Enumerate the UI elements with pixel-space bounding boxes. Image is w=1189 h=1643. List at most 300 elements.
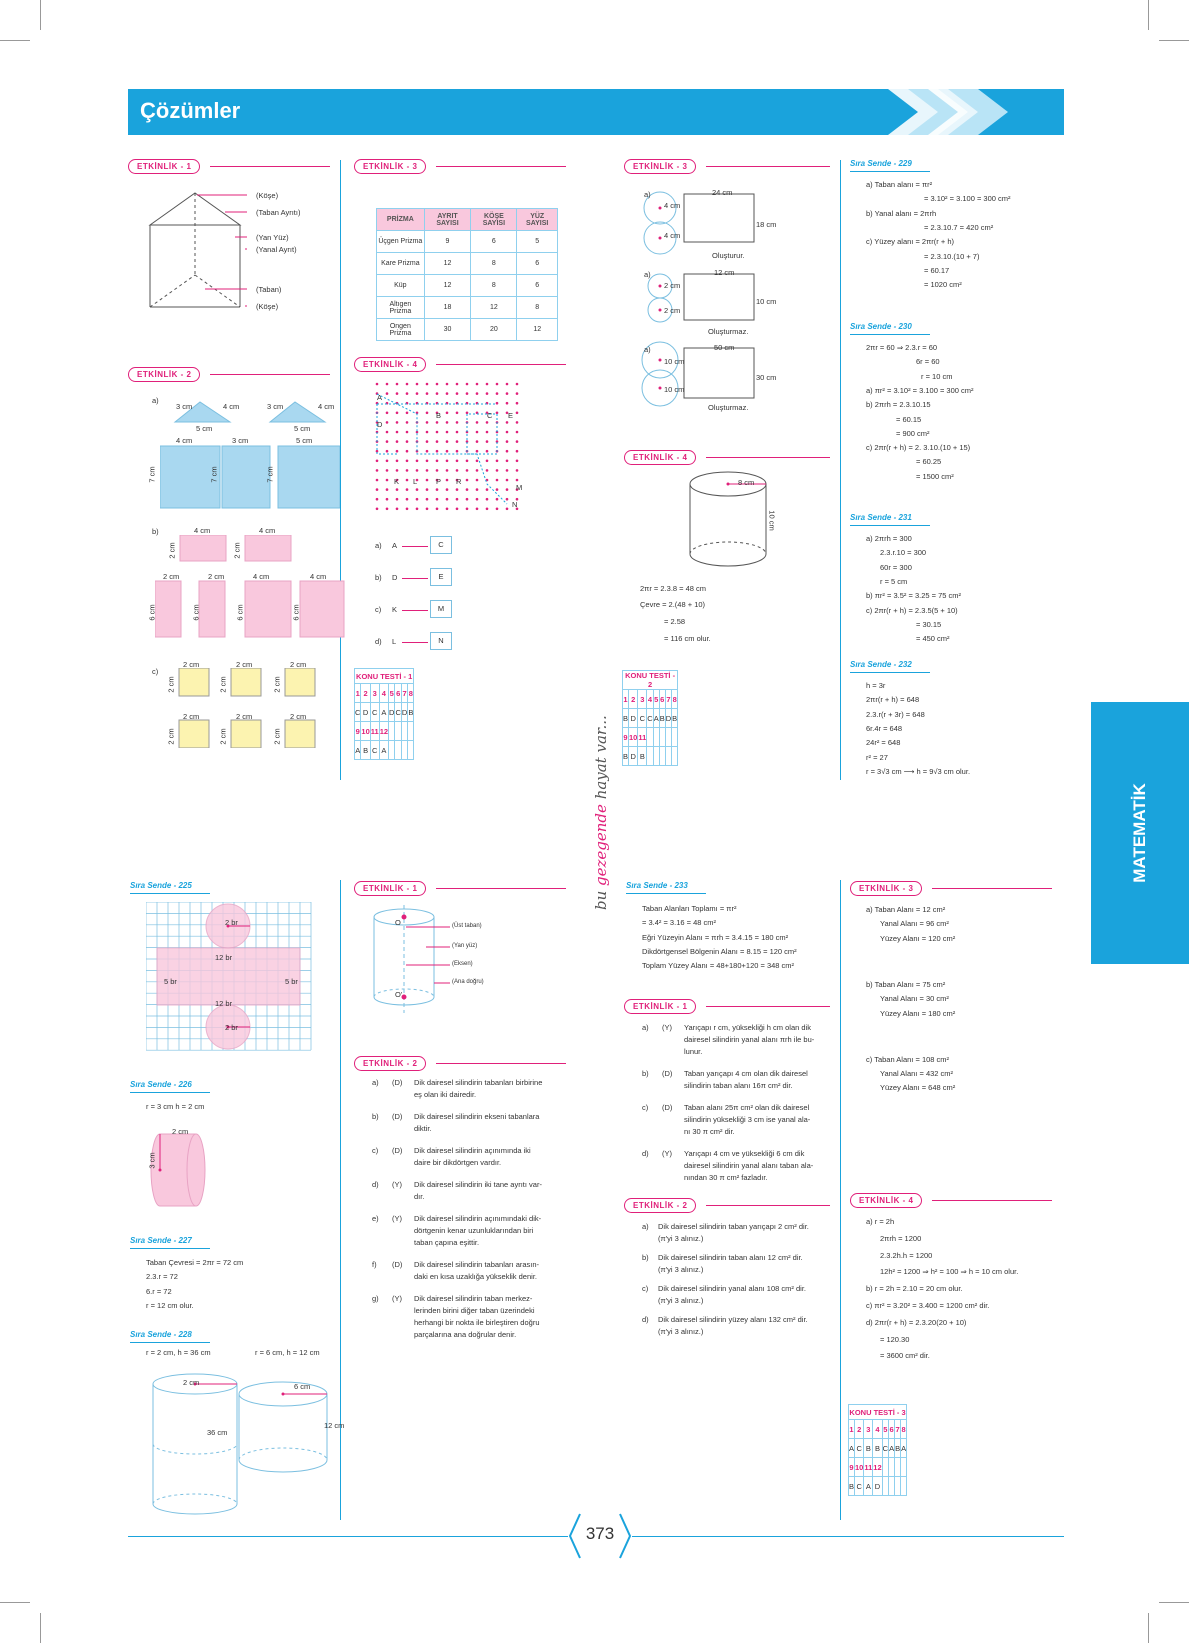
title-underline <box>850 334 930 335</box>
solution-line: b) 2πrh = 2.3.10.15 <box>866 400 931 410</box>
solution-line: 6r.4r = 648 <box>866 723 903 733</box>
item-label: d) <box>642 1315 649 1324</box>
dot-grid-diagram <box>373 380 533 520</box>
tag-underline <box>706 166 830 167</box>
item-label: g) <box>372 1294 379 1303</box>
crop-mark <box>40 1613 41 1643</box>
solution-line: = 3600 cm² dir. <box>880 1351 930 1361</box>
etkinlik-1c-tag: ETKİNLİK - 1 <box>354 881 426 896</box>
answer-text: Yarıçapı r cm, yüksekliği h cm olan dik <box>684 1023 811 1032</box>
dim-label: 2 cm <box>183 1378 200 1387</box>
tag-underline <box>210 374 330 375</box>
dim-label: 5 cm <box>296 436 313 445</box>
item-label: a) <box>152 396 159 405</box>
column-divider <box>840 880 841 1520</box>
item-label: d) <box>642 1149 649 1158</box>
dim-label: 2 cm <box>167 542 177 559</box>
match-source: L <box>392 637 397 646</box>
crop-mark <box>1148 0 1149 30</box>
etkinlik-2d-tag: ETKİNLİK - 2 <box>624 1198 696 1213</box>
etkinlik-3-tag: ETKİNLİK - 3 <box>354 159 426 174</box>
dim-label: 7 cm <box>265 466 275 483</box>
solution-line: r = 5 cm <box>880 576 908 586</box>
solution-line: = 2.58 <box>664 617 686 626</box>
grid-label: A <box>377 393 383 402</box>
etkinlik-4-tag: ETKİNLİK - 4 <box>354 357 426 372</box>
dim-label: 4 cm <box>253 572 270 581</box>
solution-line: 2πrh = 1200 <box>880 1233 922 1243</box>
dim-label: 2 cm <box>236 712 253 721</box>
tag-underline <box>932 1200 1052 1201</box>
grid-label: R <box>456 477 462 486</box>
answer-mark: (D) <box>662 1069 673 1078</box>
dim-label: 2 cm <box>236 660 253 669</box>
answer-text: taban çapına eşittir. <box>414 1238 480 1247</box>
answer-key-table: KONU TESTİ - 2 1 2 3 4 5 6 7 8 B D C C A B D B 9 10 11 B D B <box>622 670 678 766</box>
dim-label: Oluşturmaz. <box>708 403 749 412</box>
etkinlik-2c-tag: ETKİNLİK - 2 <box>354 1056 426 1071</box>
answer-text: Dik dairesel silindirin ekseni tabanlara <box>414 1112 540 1121</box>
title-underline <box>850 171 930 172</box>
dim-label: 4 cm <box>194 526 211 535</box>
tag-underline <box>436 364 566 365</box>
solution-line: c) 2πr(r + h) = 2. 3.10.(10 + 15) <box>866 443 971 453</box>
cylinder-diagram <box>688 470 773 570</box>
answer-text: Dik dairesel silindirin açınımında iki <box>414 1146 531 1155</box>
dim-label: 6 cm <box>235 604 245 621</box>
match-arrow <box>402 610 428 611</box>
tag-underline <box>932 888 1052 889</box>
dim-label: 7 cm <box>209 466 219 483</box>
answer-mark: (D) <box>392 1112 403 1121</box>
subject-label: MATEMATİK <box>1130 783 1149 883</box>
dim-label: 10 cm <box>664 357 685 366</box>
dim-label: 2 br <box>225 918 238 927</box>
answer-text: lunur. <box>684 1047 703 1056</box>
footer-line <box>632 1536 1064 1537</box>
sira-sende-230-title: Sıra Sende - 230 <box>850 322 912 331</box>
item-label: b) <box>152 527 159 536</box>
answer-text: eş olan iki dairedir. <box>414 1090 477 1099</box>
grid-label: P <box>436 477 442 486</box>
item-label: c) <box>642 1284 649 1293</box>
item-label: d) <box>372 1180 379 1189</box>
tag-underline <box>436 166 566 167</box>
solution-line: a) 2πrh = 300 <box>866 534 912 543</box>
answer-text: Yarıçapı 4 cm ve yüksekliği 6 cm dik <box>684 1149 805 1158</box>
solution-line: b) Taban Alanı = 75 cm² <box>866 979 946 989</box>
answer-key-table: KONU TESTİ - 1 1 2 3 4 5 6 7 8 C D C A D C D B 9 10 11 12 A B C A <box>354 668 414 760</box>
dim-label: 2 cm <box>208 572 225 581</box>
crop-mark <box>1159 40 1189 41</box>
solution-line: Eğri Yüzeyin Alanı = πrh = 3.4.15 = 180 cm² <box>642 932 789 942</box>
answer-mark: (Y) <box>392 1294 402 1303</box>
sira-sende-227-title: Sıra Sende - 227 <box>130 1236 192 1245</box>
dim-label: Oluşturmaz. <box>708 327 749 336</box>
answer-text: silindirin yüksekliği 3 cm ise yanal ala- <box>684 1115 811 1124</box>
tag-underline <box>436 1063 566 1064</box>
dim-label: 7 cm <box>147 466 157 483</box>
solution-line: = 2.3.10.7 = 420 cm² <box>924 222 994 232</box>
prism-label: (Köşe) <box>256 302 279 311</box>
solution-line: 12h² = 1200 ⇒ h² = 100 ⇒ h = 10 cm olur. <box>880 1267 1019 1277</box>
solution-line: Yanal Alanı = 30 cm² <box>880 994 949 1004</box>
solution-line: Yanal Alanı = 432 cm² <box>880 1069 954 1079</box>
title-underline <box>130 1342 210 1343</box>
solution-line: Yanal Alanı = 96 cm² <box>880 919 949 929</box>
sira-sende-231-title: Sıra Sende - 231 <box>850 513 912 522</box>
item-label: a) <box>644 270 651 279</box>
dim-label: 2 cm <box>166 676 176 693</box>
crop-mark <box>0 1602 30 1603</box>
solution-line: r = 10 cm <box>921 371 953 381</box>
cylinder-parts-diagram <box>372 905 452 1020</box>
dim-label: 2 cm <box>290 712 307 721</box>
dim-label: 2 cm <box>183 660 200 669</box>
solution-line: 2.3.2h.h = 1200 <box>880 1250 933 1260</box>
sira-226-cylinder <box>148 1130 208 1210</box>
solution-line: 2.3.r.10 = 300 <box>880 548 927 558</box>
solution-line: b) Yanal alanı = 2πrh <box>866 208 937 218</box>
solution-line: h = 3r <box>866 681 886 690</box>
tag-underline <box>436 888 566 889</box>
solution-line: Taban Çevresi = 2πr = 72 cm <box>146 1258 244 1267</box>
prism-label: (Köşe) <box>256 191 279 200</box>
solution-line: a) Taban Alanı = 12 cm² <box>866 905 946 914</box>
item-label: a) <box>642 1023 649 1032</box>
title-underline <box>626 893 706 894</box>
answer-text: daki en kısa uzaklığa yükseklik denir. <box>414 1272 537 1281</box>
answer-text: (π'yi 3 alınız.) <box>658 1296 704 1305</box>
solution-line: Yüzey Alanı = 180 cm² <box>880 1008 956 1018</box>
dim-label: 5 br <box>164 977 177 986</box>
solution-line: 2.3.r = 72 <box>146 1272 178 1282</box>
answer-mark: (Y) <box>662 1149 672 1158</box>
match-source: A <box>392 541 398 550</box>
item-label: a) <box>372 1078 379 1087</box>
dim-label: 2 cm <box>183 712 200 721</box>
prizma-table: PRİZMA AYRIT SAYISI KÖŞE SAYISI YÜZ SAYISI Üçgen Prizma 9 6 5 Kare Prizma 12 8 6 Küp 12 8 6 Altıgen Prizma 18 12 8 Ongen Prizma 30 20 12 <box>376 208 558 341</box>
dim-label: 3 cm <box>267 402 284 411</box>
item-label: e) <box>372 1214 379 1223</box>
answer-mark: (Y) <box>662 1023 672 1032</box>
answer-text: dairesel silindirin yanal alanı πrh ile bu- <box>684 1035 815 1044</box>
answer-text: dairesel silindirin yanal alanı taban ala- <box>684 1161 814 1170</box>
crop-mark <box>1159 1602 1189 1603</box>
answer-mark: (Y) <box>392 1214 402 1223</box>
dim-label: 5 br <box>285 977 298 986</box>
answer-text: dır. <box>414 1192 425 1201</box>
solution-line: b) r = 2h = 2.10 = 20 cm olur. <box>866 1284 963 1294</box>
answer-text: Dik dairesel silindirin açınımındaki dik- <box>414 1214 542 1223</box>
title-underline <box>130 1092 210 1093</box>
grid-label: K <box>394 477 400 486</box>
solution-line: a) πr² = 3.10² = 3.100 = 300 cm² <box>866 385 974 395</box>
dim-label: 2 br <box>225 1023 238 1032</box>
solution-line: = 1020 cm² <box>924 280 962 290</box>
solution-line: = 60.15 <box>896 414 922 424</box>
diagram-label: (Eksen) <box>452 961 473 967</box>
dim-label: 2 cm <box>163 572 180 581</box>
match-source: D <box>392 573 398 582</box>
etkinlik-1d-tag: ETKİNLİK - 1 <box>624 999 696 1014</box>
prism-label: (Yanal Ayrıt) <box>256 245 297 254</box>
dim-label: 3 cm <box>147 1152 157 1169</box>
solution-line: 2πr(r + h) = 648 <box>866 695 920 705</box>
dim-label: 3 cm <box>176 402 193 411</box>
match-target: M <box>430 600 452 618</box>
match-target: N <box>430 632 452 650</box>
dim-label: 4 cm <box>223 402 240 411</box>
answer-text: Dik dairesel silindirin iki tane ayrıtı var- <box>414 1180 542 1189</box>
prism-label: (Yan Yüz) <box>256 233 289 242</box>
tag-underline <box>706 457 830 458</box>
dim-label: 4 cm <box>259 526 276 535</box>
answer-text: Dik dairesel silindirin yüzey alanı 132 cm² dir. <box>658 1315 808 1324</box>
item-label: c) <box>152 667 159 676</box>
solution-line: 6r = 60 <box>916 357 940 367</box>
dim-label: 4 cm <box>176 436 193 445</box>
dim-label: 2 cm <box>166 728 176 745</box>
solution-line: c) 2πr(r + h) = 2.3.5(5 + 10) <box>866 605 958 615</box>
grid-label: B <box>436 411 442 420</box>
net-part-c <box>175 668 325 748</box>
dim-label: 18 cm <box>756 220 777 229</box>
solution-line: = 30.15 <box>916 619 942 629</box>
grid-label: D <box>377 420 383 429</box>
solution-line: d) 2πr(r + h) = 2.3.20(20 + 10) <box>866 1317 967 1327</box>
answer-text: silindirin taban alanı 16π cm² dir. <box>684 1081 793 1090</box>
etkinlik-4d-tag: ETKİNLİK - 4 <box>850 1193 922 1208</box>
dim-label: 12 br <box>215 999 233 1008</box>
solution-line: Taban Alanları Toplamı = πr² <box>642 904 737 913</box>
solution-line: = 60.17 <box>924 265 950 275</box>
answer-text: Dik dairesel silindirin tabanları arasın- <box>414 1260 540 1269</box>
prism-label: (Taban Ayrıtı) <box>256 208 301 217</box>
answer-text: Dik dairesel silindirin taban alanı 12 cm² dir. <box>658 1253 803 1262</box>
solution-line: a) Taban alanı = πr² <box>866 180 933 189</box>
dim-label: 3 cm <box>232 436 249 445</box>
answer-mark: (D) <box>662 1103 673 1112</box>
match-source: K <box>392 605 398 614</box>
item-label: b) <box>642 1253 649 1262</box>
dim-label: 12 cm <box>714 268 735 277</box>
solution-line: = 120.30 <box>880 1334 910 1344</box>
dim-label: 5 cm <box>196 424 213 433</box>
solution-line: = 900 cm² <box>896 428 930 438</box>
dim-label: 6 cm <box>291 604 301 621</box>
solution-line: r² = 27 <box>866 752 888 762</box>
solution-line: = 3.4² = 3.16 = 48 cm² <box>642 918 717 928</box>
answer-text: Dik dairesel silindirin taban merkez- <box>414 1294 533 1303</box>
solution-line: 2πr = 2.3.8 = 48 cm <box>640 584 707 593</box>
grid-label: M <box>516 483 523 492</box>
solution-line: 24r² = 648 <box>866 738 901 748</box>
answer-text: dörtgenin kenar uzunluklarından biri <box>414 1226 534 1235</box>
dim-label: 2 cm <box>218 676 228 693</box>
sira-sende-232-title: Sıra Sende - 232 <box>850 660 912 669</box>
solution-line: r = 6 cm, h = 12 cm <box>255 1348 320 1357</box>
page-number: 373 <box>585 1524 615 1543</box>
column-divider <box>340 160 341 780</box>
answer-text: daire bir dikdörtgen vardır. <box>414 1158 502 1167</box>
answer-text: Dik dairesel silindirin tabanları birbirine <box>414 1078 543 1087</box>
dim-label: 4 cm <box>310 572 327 581</box>
answer-text: Taban yarıçapı 4 cm olan dik dairesel <box>684 1069 808 1078</box>
solution-line: Toplam Yüzey Alanı = 48+180+120 = 348 cm² <box>642 961 795 971</box>
item-label: b) <box>642 1069 649 1078</box>
solution-line: r = 3 cm h = 2 cm <box>146 1102 205 1111</box>
solution-line: Çevre = 2.(48 + 10) <box>640 600 706 609</box>
cylinder-net-diagrams <box>640 188 765 408</box>
item-label: a) <box>375 541 382 550</box>
dim-label: 2 cm <box>232 542 242 559</box>
solution-line: c) Taban Alanı = 108 cm² <box>866 1054 950 1064</box>
title-underline <box>850 672 930 673</box>
solution-line: 6.r = 72 <box>146 1286 172 1296</box>
diagram-label: (Üst taban) <box>452 923 482 929</box>
answer-text: nından 30 π cm² fazladır. <box>684 1173 768 1182</box>
match-arrow <box>402 642 428 643</box>
solution-line: r = 2 cm, h = 36 cm <box>146 1348 211 1357</box>
solution-line: Dikdörtgensel Bölgenin Alanı = 8.15 = 120 cm² <box>642 946 797 956</box>
answer-text: Dik dairesel silindirin taban yarıçapı 2 cm² dir. <box>658 1222 809 1231</box>
diagram-label: (Yan yüz) <box>452 943 478 949</box>
solution-line: b) πr² = 3.5² = 3.25 = 75 cm² <box>866 591 962 601</box>
title-underline <box>130 893 210 894</box>
etkinlik-1-tag: ETKİNLİK - 1 <box>128 159 200 174</box>
solution-line: a) r = 2h <box>866 1217 895 1226</box>
item-label: a) <box>644 190 651 199</box>
answer-key-table: KONU TESTİ - 3 1 2 3 4 5 6 7 8 A C B B C A B A 9 10 11 12 B C A D <box>848 1404 907 1496</box>
dim-label: 12 br <box>215 953 233 962</box>
item-label: b) <box>375 573 382 582</box>
sira-sende-229-title: Sıra Sende - 229 <box>850 159 912 168</box>
dim-label: Oluşturur. <box>712 251 745 260</box>
dim-label: 4 cm <box>664 201 681 210</box>
dim-label: 6 cm <box>294 1382 311 1391</box>
net-part-a <box>160 398 340 518</box>
crop-mark <box>1148 1613 1149 1643</box>
dim-label: 10 cm <box>767 510 777 531</box>
sira-sende-225-title: Sıra Sende - 225 <box>130 881 192 890</box>
diagram-label: O' <box>395 990 403 999</box>
answer-text: diktir. <box>414 1124 432 1133</box>
dim-label: 50 cm <box>714 343 735 352</box>
answer-mark: (D) <box>392 1260 403 1269</box>
diagram-label: (Ana doğru) <box>452 979 484 985</box>
column-divider <box>840 160 841 780</box>
dim-label: 36 cm <box>207 1428 228 1437</box>
solution-line: = 60.25 <box>916 457 942 467</box>
sira-sende-226-title: Sıra Sende - 226 <box>130 1080 192 1089</box>
item-label: c) <box>642 1103 649 1112</box>
solution-line: 60r = 300 <box>880 562 912 572</box>
tag-underline <box>706 1205 830 1206</box>
match-target: E <box>430 568 452 586</box>
solution-line: Yüzey Alanı = 120 cm² <box>880 933 956 943</box>
header-chevron-icon <box>848 84 1068 140</box>
item-label: c) <box>372 1146 379 1155</box>
answer-text: lerinden birini diğer taban üzerindeki <box>414 1306 535 1315</box>
answer-mark: (D) <box>392 1146 403 1155</box>
slogan: bu gezegende hayat var... <box>592 715 610 910</box>
item-label: f) <box>372 1260 377 1269</box>
answer-mark: (Y) <box>392 1180 402 1189</box>
dim-label: 5 cm <box>294 424 311 433</box>
answer-text: (π'yi 3 alınız.) <box>658 1234 704 1243</box>
item-label: b) <box>372 1112 379 1121</box>
solution-line: = 450 cm² <box>916 634 950 644</box>
dim-label: 8 cm <box>738 478 755 487</box>
etkinlik-2-tag: ETKİNLİK - 2 <box>128 367 200 382</box>
page-title: Çözümler <box>140 98 241 123</box>
tag-underline <box>210 166 330 167</box>
solution-line: = 1500 cm² <box>916 471 954 481</box>
answer-text: nı 30 π cm² dir. <box>684 1127 735 1136</box>
solution-line: c) Yüzey alanı = 2πr(r + h) <box>866 237 954 247</box>
dim-label: 10 cm <box>664 385 685 394</box>
sira-sende-233-title: Sıra Sende - 233 <box>626 881 688 890</box>
grid-label: C <box>487 411 493 420</box>
net-part-b <box>155 535 345 640</box>
solution-line: r = 3√3 cm ⟶ h = 9√3 cm olur. <box>866 766 971 776</box>
sira-228-cylinders <box>150 1370 330 1520</box>
grid-label: L <box>413 477 418 486</box>
answer-text: (π'yi 3 alınız.) <box>658 1327 704 1336</box>
dim-label: 4 cm <box>318 402 335 411</box>
match-arrow <box>402 546 428 547</box>
solution-line: = 2.3.10.(10 + 7) <box>924 251 980 261</box>
etkinlik-3b-tag: ETKİNLİK - 3 <box>624 159 696 174</box>
dim-label: 4 cm <box>664 231 681 240</box>
dim-label: 2 cm <box>218 728 228 745</box>
subject-sidebar <box>1091 702 1189 964</box>
match-target: C <box>430 536 452 554</box>
answer-mark: (D) <box>392 1078 403 1087</box>
solution-line: c) πr² = 3.20² = 3.400 = 1200 cm² dir. <box>866 1301 990 1310</box>
item-label: c) <box>375 605 382 614</box>
crop-mark <box>40 0 41 30</box>
answer-text: Dik dairesel silindirin yanal alanı 108 cm² dir. <box>658 1284 806 1293</box>
etkinlik-3d-tag: ETKİNLİK - 3 <box>850 881 922 896</box>
dim-label: 12 cm <box>324 1421 345 1430</box>
dim-label: 6 cm <box>191 604 201 621</box>
dim-label: 2 cm <box>272 728 282 745</box>
sira-sende-228-title: Sıra Sende - 228 <box>130 1330 192 1339</box>
dim-label: 24 cm <box>712 188 733 197</box>
dim-label: 2 cm <box>172 1127 189 1136</box>
item-label: a) <box>642 1222 649 1231</box>
grid-label: N <box>512 500 518 509</box>
answer-text: Taban alanı 25π cm² olan dik dairesel <box>684 1103 810 1112</box>
solution-line: = 116 cm olur. <box>664 634 711 643</box>
solution-line: r = 12 cm olur. <box>146 1300 194 1310</box>
etkinlik-4b-tag: ETKİNLİK - 4 <box>624 450 696 465</box>
diagram-label: O <box>395 918 401 927</box>
title-underline <box>850 525 930 526</box>
item-label: a) <box>644 345 651 354</box>
dim-label: 6 cm <box>147 604 157 621</box>
dim-label: 2 cm <box>272 676 282 693</box>
answer-text: herhangi bir nokta ile birleştiren doğru <box>414 1318 540 1327</box>
title-underline <box>130 1248 210 1249</box>
dim-label: 10 cm <box>756 297 777 306</box>
dim-label: 2 cm <box>664 281 681 290</box>
answer-text: parçalarına ana doğrular denir. <box>414 1330 517 1339</box>
item-label: d) <box>375 637 382 646</box>
crop-mark <box>0 40 30 41</box>
